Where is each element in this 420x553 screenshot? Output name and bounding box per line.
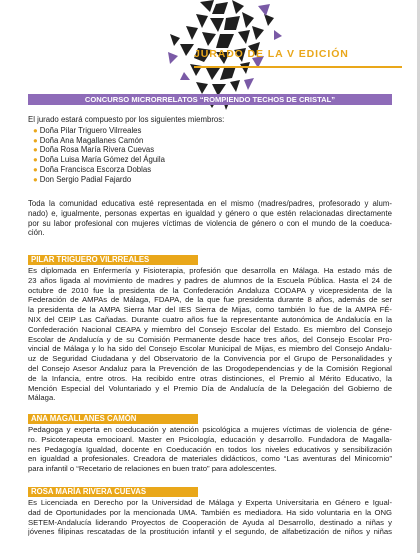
list-item <box>33 155 165 165</box>
list-item <box>33 126 165 136</box>
bio-line: la presidenta de la AMPA Sierra Mar del IES Sierra de Mijas, como también lo fue de la AMPA FÉ- <box>28 305 392 315</box>
bio-line: Es diplomada en Enfermería y Fisioterapia, profesión que desarrolla en Málaga. Ha estado más de <box>28 266 392 275</box>
bio-line: octubre de 2010 fue la presidenta de la Confederación Andaluza CODAPA y vicepresidenta de la <box>28 285 392 295</box>
member-name: Doña Rosa María Rivera Cuevas <box>39 145 155 155</box>
bio-ana <box>28 425 392 474</box>
member-name: Doña Francisca Escorza Doblas <box>39 164 152 174</box>
bullet-icon: ● <box>33 164 38 174</box>
list-item <box>33 165 165 175</box>
intro-text: El jurado estará compuesto por los siguientes miembros: <box>28 115 225 124</box>
bio-line: uz de Seguridad Ciudadana y del Observatorio de la Convivencia por el Grupo de Personalidades y <box>28 354 392 364</box>
contest-heading: CONCURSO MICRORRELATOS “ROMPIENDO TECHOS DE CRISTAL” <box>28 94 392 105</box>
list-item <box>33 175 165 185</box>
bio-line: Mención Especial del Voluntariado y el Premio Día de Andalucía de la Delegación del Gobierno de <box>28 383 392 393</box>
bio-line: Confederación Nacional CEAPA y miembro del Consejo Escolar del Estado. Es miembro del Consejo <box>28 324 392 334</box>
bio-line: Pedagoga y experta en coeducación y atención psicológica a mujeres víctimas de violencia de géne- <box>28 425 392 434</box>
member-name: Doña Ana Magallanes Camón <box>39 135 144 145</box>
bio-line: vincial de Málaga y lo ha sido del Consejo Escolar Municipal de Mijas, es miembro del Consejo Andalu- <box>28 344 392 354</box>
bio-line: de la Infancia, entre otros. Ha recibido entre otras distinciones, el Premio al Mérito Educativo, la <box>28 373 392 383</box>
bio-line: 23 años ligada al movimiento de madres y padres de alumnos de la Escuela Pública. Hasta el 24 de <box>28 275 392 285</box>
section-heading-pilar: PILAR TRIGUERO VILRREALES <box>28 255 198 265</box>
jury-title: JURADO DE LA V EDICIÓN <box>194 48 349 60</box>
bio-line: Es Licenciada en Derecho por la Universidad de Málaga y Experta Universitaria en Género e Igual- <box>28 498 392 507</box>
bullet-icon: ● <box>33 155 38 165</box>
bio-line: SETEM-Andalucía liderando Proyectos de Cooperación de Ayuda al Desarrollo, destinado a niñas y <box>28 517 392 527</box>
paragraph-line: ción. <box>28 228 45 238</box>
list-item <box>33 136 165 146</box>
member-list <box>33 126 165 184</box>
bio-line: ro. Psicoterapeuta emocioanl. Master en Psicología, educación y desarrollo. Fundadora de Magalla- <box>28 434 392 444</box>
section-heading-ana: ANA MAGALLANES CAMÓN <box>28 414 198 424</box>
bio-line: en igualdad a profesionales. Creadora de materiales didácticos, como “Las aventuras del Minicornio” <box>28 454 392 464</box>
bullet-icon: ● <box>33 145 38 155</box>
bio-line: NIX del CEIP Las Cañadas. Durante cuatro años fue la representante autonómica de Andalucía en la <box>28 314 392 324</box>
bio-line: dad de Oportunidades por la mencionada UMA. También es mediadora. Ha sido voluntaria en la ONG <box>28 507 392 517</box>
community-paragraph <box>28 199 392 238</box>
section-heading-rosa: ROSA MARÍA RIVERA CUEVAS <box>28 487 198 497</box>
bio-line: para infantil o “Recetario de relaciones en buen trato” para adolescentes. <box>28 464 277 474</box>
bullet-icon: ● <box>33 135 38 145</box>
paragraph-line: por su labor profesional con mujeres víctimas de violencia de género o con el mundo de la coeduca- <box>28 218 392 228</box>
member-name: Doña Luisa María Gómez del Águila <box>39 155 165 165</box>
bio-line: Málaga. <box>28 393 56 403</box>
bio-rosa <box>28 498 392 537</box>
bio-line: del Consejo Asesor Andaluz para la Prevención de las Drogodependencias y de la Comisión Regional <box>28 363 392 373</box>
bullet-icon: ● <box>33 174 38 184</box>
bio-line: Federación de AMPAs de Málaga, FDAPA, de la que fue presidenta durante 8 años, además de ser <box>28 295 392 305</box>
list-item <box>33 145 165 155</box>
bio-line: Escolar de Andalucía y de su Comisión Permanente desde hace tres años, del Consejo Escolar Pro- <box>28 334 392 344</box>
bio-pilar <box>28 266 392 403</box>
member-name: Don Sergio Padial Fajardo <box>39 174 132 184</box>
bio-line: nes Pedagogía Igualdad, docente en Coeducación en todos los niveles educativos y sensibilización <box>28 444 392 454</box>
bullet-icon: ● <box>33 126 38 135</box>
bio-line: jóvenes filipinas rescatadas de la prostitución infantil y el segundo, de alfabetización de niños y niñas <box>28 527 392 537</box>
title-underline <box>194 66 402 68</box>
member-name: Doña Pilar Triguero Vilrreales <box>39 126 142 135</box>
paragraph-line: Toda la comunidad educativa esté representada en el mismo (madres/padres, profesorado y alum- <box>28 199 392 208</box>
paragraph-line: nado) e, igualmente, personas expertas en igualdad y género o que estén relacionadas directamente <box>28 208 392 218</box>
